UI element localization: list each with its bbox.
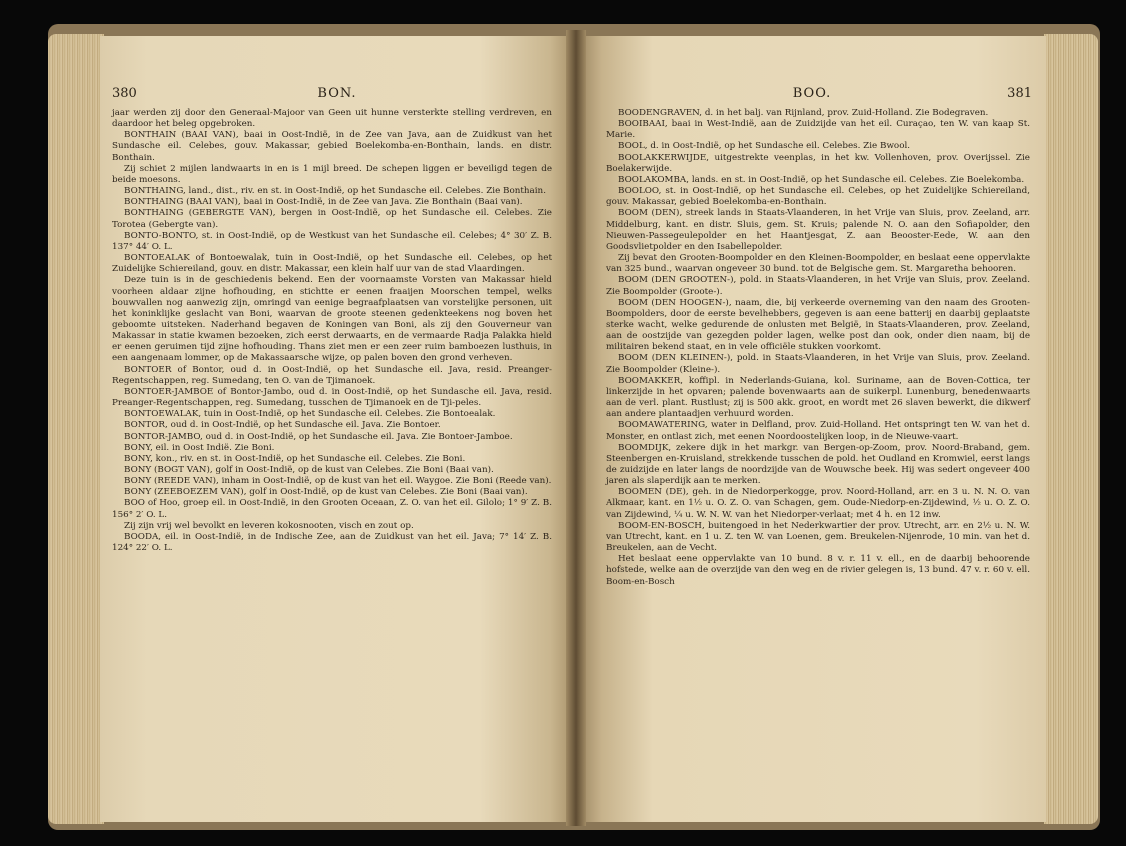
- paragraph: jaar werden zij door den Generaal-Majoor van Geen uit hunne versterkte stelling verdreven, en daardoor het beleg opgebroken.: [112, 108, 552, 130]
- paragraph: BONY (BOGT VAN), golf in Oost-Indië, op de kust van Celebes. Zie Boni (Baai van).: [124, 465, 494, 475]
- paragraph: BOOM (DEN HOOGEN-), naam, die, bij verkeerde overneming van den naam des Grooten-Boompolders, door de eerste bevelhebbers, gegeven is aan eene batterij en daarbij geplaatste sterke wacht, welke gedurende de onlusten met België, in Staats-Vlaanderen, prov. Zeeland, aan de oostzijde van gezegden polder lagen, welke post dan ook, onder dien naam, bij de militairen bekend staat, en in vele officiële stukken voorkomt.: [606, 297, 1030, 353]
- paragraph: BOOM (DEN KLEINEN-), pold. in Staats-Vlaanderen, in het Vrije van Sluis, prov. Zeeland. Zie Boompolder (Kleine-).: [606, 353, 1030, 375]
- paragraph: BOOM-EN-BOSCH, buitengoed in het Nederkwartier der prov. Utrecht, arr. en 2½ u. N. W. van Utrecht, kant. en 1 u. Z. ten W. van Loenen, gem. Breukelen-Nijenrode, 10 min. van het d. Breukelen, aan de Vecht.: [606, 520, 1030, 554]
- left-page-number: 380: [112, 86, 137, 101]
- paragraph: BONTOR, oud d. in Oost-Indië, op het Sundasche eil. Java. Zie Bontoer.: [124, 420, 441, 431]
- paragraph: BOODENGRAVEN, d. in het balj. van Rijnland, prov. Zuid-Holland. Zie Bodegraven.: [618, 108, 989, 118]
- paragraph: Zij zijn vrij wel bevolkt en leveren kokosnooten, visch en zout op.: [124, 520, 414, 531]
- right-page-edges: [1044, 34, 1098, 824]
- left-page-text: [112, 108, 552, 554]
- paragraph: BOOMEN (DE), geh. in de Niedorperkogge, prov. Noord-Holland, arr. en 3 u. N. N. O. van Alkmaar, kant. en 1½ u. O. Z. O. van Schagen, gem. Oude-Niedorp-en-Zijdewind, ½ u. O. Z. O. van Zijdewind, ¼ u. W. N. W. van het Niedorper-verlaat; met 4 h. en 12 inw.: [606, 487, 1030, 520]
- book-gutter: [566, 30, 586, 826]
- paragraph: BOOM (DEN), streek lands in Staats-Vlaanderen, in het Vrije van Sluis, prov. Zeeland, arr. Middelburg, kant. en distr. Sluis, gem. St. Kruis; palende N. O. aan den Sofiapolder, den Nieuwen-Passegeulepolder en het Haantjesgat, Z. aan Beooster-Eede, W. aan den Goodsvlietpolder en den Isabellepolder.: [606, 208, 1030, 252]
- right-page-text: [606, 108, 1030, 588]
- paragraph: BOOMDIJK, zekere dijk in het markgr. van Bergen-op-Zoom, prov. Noord-Braband, gem. Steenbergen en-Kruisland, strekkende tusschen de pold. het Oudland en Kromwiel, eerst langs de zuidzijde en later langs de noordzijde van de Wouwsche beek. Hij was sedert ongeveer 400 jaren als slaperdijk aan te merken.: [606, 442, 1030, 487]
- paragraph: BONTHAIN (BAAI VAN), baai in Oost-Indië, in de Zee van Java, aan de Zuidkust van het Sundasche eil. Celebes, gouv. Makassar, gebied Boelekomba-en-Bonthain, lands. en distr. Bonthain.: [112, 130, 552, 163]
- paragraph: Zij schiet 2 mijlen landwaarts in en is 1 mijl breed. De schepen liggen er beveiligd tegen de beide moesons.: [112, 163, 552, 185]
- paragraph: BOOLAKOMBA, lands. en st. in Oost-Indië, op het Sundasche eil. Celebes. Zie Boelekomba.: [618, 174, 1025, 185]
- paragraph: BONTOEWALAK, tuin in Oost-Indië, op het Sundasche eil. Celebes. Zie Bontoealak.: [124, 409, 496, 420]
- right-running-head: [578, 86, 1046, 104]
- paragraph: BONY, eil. in Oost Indië. Zie Boni.: [124, 442, 275, 453]
- right-page-number: 381: [1007, 86, 1032, 101]
- paragraph: BOOLOO, st. in Oost-Indië, op het Sundasche eil. Celebes, op het Zuidelijke Schiereiland, gouv. Makassar, gebied Boelekomba-en-Bonthain.: [606, 186, 1030, 208]
- paragraph: BOOMAKKER, koffipl. in Nederlands-Guiana, kol. Suriname, aan de Boven-Cottica, ter linkerzijde in het opvaren; palende bovenwaarts aan de suikerpl. Lunenburg, benedenwaarts aan de verl. plant. Rustlust; zij is 500 akk. groot, en wordt met 26 slaven bewerkt, die dikwerf aan andere plantaadjen verhuurd worden.: [606, 375, 1030, 420]
- left-running-head: [100, 86, 574, 104]
- paragraph: Deze tuin is in de geschiedenis bekend. Een der voornaamste Vorsten van Makassar hield voorheen aldaar zijne hofhouding, en stichtte er eenen fraaijen Moorschen tempel, welks bouwvallen nog aanwezig zijn, omringd van eenige begraafplaatsen van vorstelijke personen, uit het koninklijke geslacht van Boni, waarvan de groote steenen gedenkteekens nog boven het geboomte uitsteken. Naderhand begaven de Koningen van Boni, als zij den Gouverneur van Makassar in statie kwamen bezoeken, zich eerst derwaarts, en de vermaarde Radja Palakka hield er eenen geruimen tijd zijne hofhouding. Thans ziet men er een zeer ruim bamboezen lusthuis, in een aangenaam lommer, op de Makassaarsche wijze, op palen boven den grond verheven.: [112, 275, 552, 364]
- paragraph: BOODA, eil. in Oost-Indië, in de Indische Zee, aan de Zuidkust van het eil. Java; 7° 14′ Z. B. 124° 22′ O. L.: [112, 531, 552, 554]
- right-page: [578, 36, 1046, 822]
- left-head-title: BON.: [317, 86, 357, 101]
- paragraph: Het beslaat eene oppervlakte van 10 bund. 8 v. r. 11 v. ell., en de daarbij behoorende hofstede, welke aan de overzijde van den weg en de rivier gelegen is, 13 bund. 47 v. r. 60 v. ell. Boom-en-Bosch: [606, 554, 1030, 587]
- paragraph: BONY, kon., riv. en st. in Oost-Indië, op het Sundasche eil. Celebes. Zie Boni.: [124, 453, 466, 464]
- paragraph: BONTOER of Bontor, oud d. in Oost-Indië, op het Sundasche eil. Java, resid. Preanger-Regentschappen, reg. Sumedang, ten O. van de Tjimanoek.: [112, 364, 552, 386]
- paragraph: BOOLAKKERWIJDE, uitgestrekte veenplas, in het kw. Vollenhoven, prov. Overijssel. Zie Boelakerwijde.: [606, 152, 1030, 174]
- right-head-title: BOO.: [792, 86, 832, 101]
- paragraph: BONY (ZEEBOEZEM VAN), golf in Oost-Indië, op de kust van Celebes. Zie Boni (Baai van).: [124, 487, 528, 498]
- paragraph: BONTOEALAK of Bontoewalak, tuin in Oost-Indië, op het Sundasche eil. Celebes, op het Zuidelijke Schiereiland, gouv. en distr. Makassar, een klein half uur van de stad Vlaardingen.: [112, 253, 552, 275]
- paragraph: BONTHAING, land., dist., riv. en st. in Oost-Indië, op het Sundasche eil. Celebes. Zie Bonthain.: [124, 186, 546, 197]
- paragraph: BONTOER-JAMBOE of Bontor-Jambo, oud d. in Oost-Indië, op het Sundasche eil. Java, resid. Preanger-Regentschappen, reg. Sumedang, tusschen de Tjimanoek en de Tji-peles.: [112, 386, 552, 409]
- paragraph: BOO of Hoo, groep eil. in Oost-Indië, in den Grooten Oceaan, Z. O. van het eil. Gilolo; 1° 9′ Z. B. 156° 2′ O. L.: [112, 498, 552, 520]
- left-page-edges: [48, 34, 104, 824]
- paragraph: Zij bevat den Grooten-Boompolder en den Kleinen-Boompolder, en beslaat eene oppervlakte van 325 bund., waarvan ongeveer 30 bund. tot de Belgische gem. St. Margaretha behooren.: [606, 253, 1030, 275]
- paragraph: BONTO-BONTO, st. in Oost-Indië, op de Westkust van het Sundasche eil. Celebes; 4° 30′ Z. B. 137° 44′ O. L.: [112, 230, 552, 252]
- paragraph: BOOIBAAI, baai in West-Indië, aan de Zuidzijde van het eil. Curaçao, ten W. van kaap St. Marie.: [606, 119, 1030, 141]
- paragraph: BONTHAING (GEBERGTE VAN), bergen in Oost-Indië, op het Sundasche eil. Celebes. Zie Torotea (Gebergte van).: [112, 208, 552, 230]
- paragraph: BONTHAING (BAAI VAN), baai in Oost-Indië, in de Zee van Java. Zie Bonthain (Baai van).: [124, 197, 523, 208]
- paragraph: BOOM (DEN GROOTEN-), pold. in Staats-Vlaanderen, in het Vrije van Sluis, prov. Zeeland. Zie Boompolder (Groote-).: [606, 275, 1030, 297]
- paragraph: BONTOR-JAMBO, oud d. in Oost-Indië, op het Sundasche eil. Java. Zie Bontoer-Jamboe.: [124, 431, 513, 442]
- paragraph: BOOL, d. in Oost-Indië, op het Sundasche eil. Celebes. Zie Bwool.: [618, 141, 911, 152]
- left-page: [100, 36, 574, 822]
- paragraph: BONY (REEDE VAN), inham in Oost-Indië, op de kust van het eil. Waygoe. Zie Boni (Reede van).: [124, 476, 552, 487]
- paragraph: BOOMAWATERING, water in Delfland, prov. Zuid-Holland. Het ontspringt ten W. van het d. Monster, en ontlast zich, met eenen Noordoostelijken loop, in de Nieuwe-vaart.: [606, 420, 1030, 442]
